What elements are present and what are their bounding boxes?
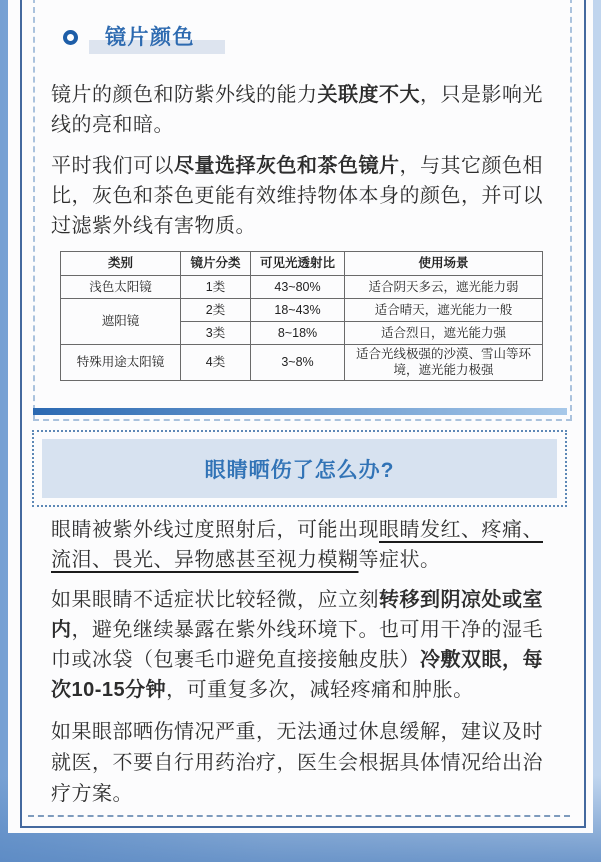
table-header-cell: 使用场景 (345, 252, 543, 276)
section2-body (51, 507, 556, 810)
table-cell: 适合阴天多云，遮光能力弱 (345, 276, 543, 299)
text-segment: 如果眼部晒伤情况严重，无法通过休息缓解，建议及时就医，不要自行用药治疗，医生会根据具体情况给出治疗方案。 (51, 721, 543, 805)
table-cell: 特殊用途太阳镜 (61, 345, 181, 381)
table-cell: 浅色太阳镜 (61, 276, 181, 299)
text-segment: 平时我们可以 (51, 155, 174, 177)
table-cell: 18~43% (251, 299, 345, 322)
text-segment: ，避免继续暴露在紫外线环境下。也可用干净的湿毛巾或冰袋（包裹毛巾避免直接接触皮肤） (51, 619, 543, 671)
section1-heading (51, 23, 554, 51)
table-cell: 8~18% (251, 322, 345, 345)
table-cell: 适合光线极强的沙漠、雪山等环境，遮光能力极强 (345, 345, 543, 381)
paragraph (51, 717, 554, 810)
paragraph (51, 80, 552, 140)
text-segment: 尽量选择灰色和茶色镜片 (174, 155, 400, 177)
table-header-cell: 镜片分类 (181, 252, 251, 276)
table-cell: 适合晴天，遮光能力一般 (345, 299, 543, 322)
table-cell: 4类 (181, 345, 251, 381)
text-segment: 关联度不大 (317, 84, 420, 106)
circle-bullet-icon (63, 30, 78, 45)
section2-title: 眼睛晒伤了怎么办? (42, 439, 557, 498)
text-segment: 等症状。 (358, 549, 441, 571)
table-cell: 2类 (181, 299, 251, 322)
section1-title: 镜片颜色 (105, 24, 195, 51)
text-segment: 眼睛被紫外线过度照射后，可能出现 (51, 519, 379, 541)
table-cell: 遮阳镜 (61, 299, 181, 345)
table-header-cell: 可见光透射比 (251, 252, 345, 276)
text-segment: ，可重复多次，减轻疼痛和肿胀。 (166, 679, 474, 701)
paragraph (51, 151, 552, 241)
section2-title-box (32, 430, 567, 507)
text-segment: 镜片的颜色和防紫外线的能力 (51, 84, 318, 106)
bottom-dashed-divider (28, 815, 570, 817)
table-cell: 3类 (181, 322, 251, 345)
sunglasses-table (60, 251, 543, 381)
text-segment: ，与其它颜色相比，灰色和茶色更能有效维持物体本身的颜色，并可以过滤紫外线有害物质。 (51, 155, 543, 237)
table-cell: 1类 (181, 276, 251, 299)
gradient-divider (33, 408, 567, 415)
table-cell: 适合烈日，遮光能力强 (345, 322, 543, 345)
table-header-cell: 类别 (61, 252, 181, 276)
text-segment: 转移到阴凉处或室内 (51, 589, 543, 641)
table-wrapper (60, 251, 554, 381)
text-segment: 如果眼睛不适症状比较轻微，应立刻 (51, 589, 379, 611)
paragraph (51, 515, 554, 575)
text-segment: ，只是影响光线的亮和暗。 (51, 84, 543, 136)
table-cell: 43~80% (251, 276, 345, 299)
text-segment: 冷敷双眼，每次10-15分钟 (51, 649, 543, 701)
table-cell: 3~8% (251, 345, 345, 381)
text-segment: 眼睛发红、疼痛、流泪、畏光、异物感甚至视力模糊 (51, 519, 543, 571)
paragraph (51, 585, 554, 705)
lens-color-card (33, 0, 572, 421)
